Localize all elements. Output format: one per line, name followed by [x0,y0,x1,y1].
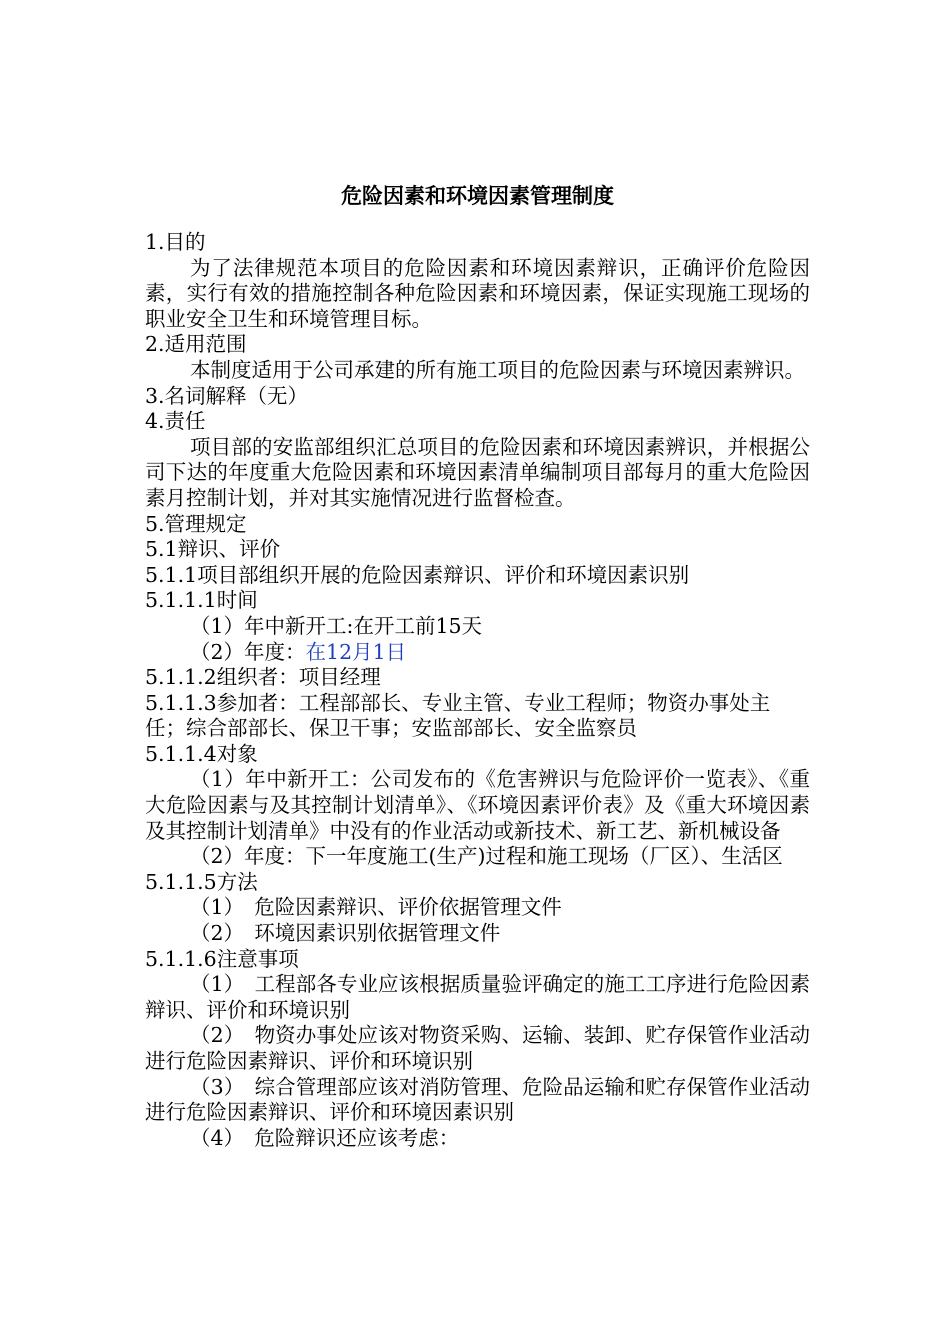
list-item: （1） 工程部各专业应该根据质量验评确定的施工工序进行危险因素辩识、评价和环境识别 [145,972,810,1022]
paragraph: 为了法律规范本项目的危险因素和环境因素辩识，正确评价危险因素，实行有效的措施控制各种危险因素和环境因素，保证实现施工现场的职业安全卫生和环境管理目标。 [145,255,810,331]
subsection-heading: 5.1.1.6注意事项 [145,946,299,971]
section-heading: 1.目的 [145,230,206,254]
list-item: （1） 危险因素辩识、评价依据管理文件 [190,895,562,920]
list-item: （2）年度：下一年度施工(生产)过程和施工现场（厂区）、生活区 [190,844,783,869]
list-item: （2） 环境因素识别依据管理文件 [190,921,501,946]
section-heading: 5.管理规定 [145,511,247,536]
list-item: （1）年中新开工：公司发布的《危害辨识与危险评价一览表》、《重大危险因素与及其控制计划清单》、《环境因素评价表》及《重大环境因素及其控制计划清单》中没有的作业活动或新技术、新工艺、新机械设备 [145,767,810,843]
subsection-heading: 5.1.1.1时间 [145,588,258,613]
list-item-label: （2）年度： [190,639,306,664]
document-page [145,178,810,1151]
paragraph: 本制度适用于公司承建的所有施工项目的危险因素与环境因素辨识。 [190,357,805,382]
subsection-heading: 5.1.1.2组织者：项目经理 [145,665,381,690]
subsection-heading: 5.1辩识、评价 [145,537,281,562]
list-item: （2） 物资办事处应该对物资采购、运输、装卸、贮存保管作业活动进行危险因素辩识、评价和环境识别 [145,1023,810,1073]
list-item [145,640,810,666]
list-item: （3） 综合管理部应该对消防管理、危险品运输和贮存保管作业活动进行危险因素辩识、评价和环境因素识别 [145,1074,810,1125]
paragraph: 项目部的安监部组织汇总项目的危险因素和环境因素辨识，并根据公司下达的年度重大危险因素和环境因素清单编制项目部每月的重大危险因素月控制计划，并对其实施情况进行监督检查。 [145,434,810,510]
section-heading: 3.名词解释（无） [145,383,309,408]
list-item: （4） 危险辩识还应该考虑： [190,1125,460,1150]
list-item: （1）年中新开工:在开工前15天 [190,613,483,638]
section-heading: 2.适用范围 [145,332,247,357]
subsection-heading: 5.1.1项目部组织开展的危险因素辩识、评价和环境因素识别 [145,562,690,587]
highlighted-date: 在12月1日 [305,639,407,664]
paragraph: 5.1.1.3参加者：工程部部长、专业主管、专业工程师；物资办事处主任；综合部部长、保卫干事；安监部部长、安全监察员 [145,690,771,741]
section-heading: 4.责任 [145,409,206,434]
subsection-heading: 5.1.1.5方法 [145,869,258,894]
subsection-heading: 5.1.1.4对象 [145,741,258,766]
document-title: 危险因素和环境因素管理制度 [341,184,614,208]
